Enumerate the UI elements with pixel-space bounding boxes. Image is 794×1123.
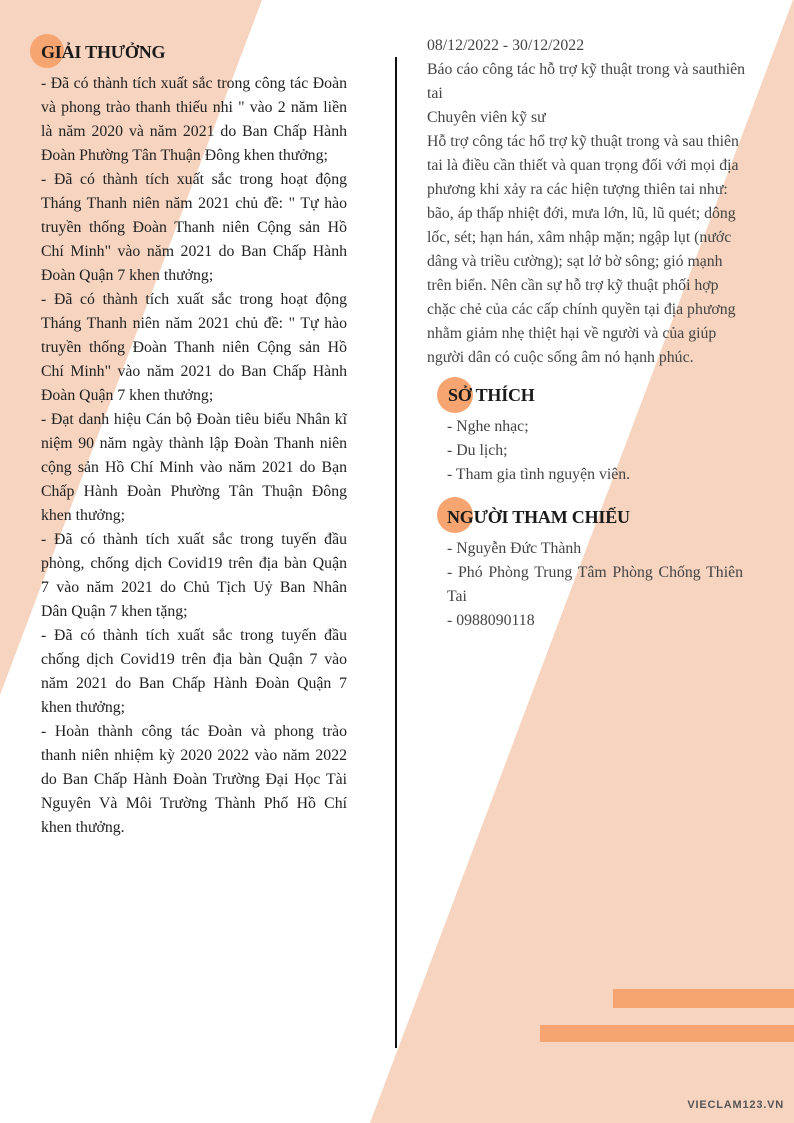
reference-title-cont: Tai: [447, 588, 467, 605]
awards-list: [41, 72, 347, 840]
experience-project: Báo cáo công tác hỗ trợ kỹ thuật trong và sauthiên: [427, 61, 746, 78]
award-item: [41, 408, 347, 528]
award-line: - Đã có thành tích xuất sắc trong công tác Đoàn: [41, 75, 347, 92]
award-line: - Đã có thành tích xuất sắc trong hoạt động: [41, 171, 347, 188]
award-line: truyền thống Đoàn Thanh niên Cộng sản Hồ: [41, 339, 347, 356]
award-line: Đoàn Quận 7 khen thưởng;: [41, 267, 214, 284]
award-line: khen thưởng;: [41, 507, 126, 524]
award-item: [41, 624, 347, 720]
award-line: thanh niên nhiệm kỳ 2020 2022 vào năm 2022: [41, 747, 347, 764]
experience-description-line: phương khi xảy ra các hiện tượng thiên tai như:: [427, 181, 728, 198]
award-line: Chấp Hành Đoàn Phường Tân Thuận Đông: [41, 483, 347, 500]
award-line: Chí Minh" vào năm 2021 do Ban Chấp Hành: [41, 363, 347, 380]
experience-description-line: trên biển. Nên cần sự hỗ trợ kỹ thuật phối hợp: [427, 277, 719, 294]
hobby-item: - Tham gia tình nguyện viên.: [447, 466, 631, 483]
references-list: [447, 537, 743, 633]
award-item: [41, 72, 347, 168]
award-line: - Đã có thành tích xuất sắc trong tuyến đầu: [41, 531, 347, 548]
award-line: Tháng Thanh niên năm 2021 chủ đề: " Tự hào: [41, 195, 347, 212]
experience-position: Chuyên viên kỹ sư: [427, 109, 546, 126]
award-line: và phong trào thanh thiếu nhi " vào 2 năm liền: [41, 99, 347, 116]
experience-description-line: lốc, sét; hạn hán, xâm nhập mặn; ngập lụt (nước: [427, 229, 732, 246]
award-line: khen thưởng.: [41, 819, 125, 836]
experience-description-line: nhằm giảm nhẹ thiệt hại về người và của giúp: [427, 325, 717, 342]
award-line: Tháng Thanh niên năm 2021 chủ đề: " Tự hào: [41, 315, 347, 332]
award-line: Nguyên Và Môi Trường Thành Phố Hồ Chí: [41, 795, 347, 812]
award-line: phòng, chống dịch Covid19 trên địa bàn Quận: [41, 555, 347, 572]
decor-bar-bottom: [540, 1025, 794, 1042]
watermark: VIECLAM123.VN: [687, 1099, 784, 1111]
column-divider: [395, 57, 397, 1048]
award-line: - Đạt danh hiệu Cán bộ Đoàn tiêu biểu Nhân kĩ: [41, 411, 347, 428]
hobby-item: - Du lịch;: [447, 442, 508, 459]
decor-bar-top: [613, 989, 794, 1008]
award-line: Đoàn Phường Tân Thuận Đông khen thưởng;: [41, 147, 328, 164]
reference-title: - Phó Phòng Trung Tâm Phòng Chống Thiên: [447, 564, 743, 581]
reference-phone: - 0988090118: [447, 612, 535, 629]
experience-entry: [427, 34, 757, 370]
award-line: Chí Minh" vào năm 2021 do Ban Chấp Hành: [41, 243, 347, 260]
hobbies-list: [447, 415, 630, 487]
award-item: [41, 168, 347, 288]
award-line: truyền thống Đoàn Thanh niên Cộng sản Hồ: [41, 219, 347, 236]
award-line: Dân Quận 7 khen tặng;: [41, 603, 188, 620]
hobby-item: - Nghe nhạc;: [447, 418, 529, 435]
award-line: là năm 2020 và năm 2021 do Ban Chấp Hành: [41, 123, 347, 140]
hobbies-title: SỞ THÍCH: [448, 385, 535, 405]
award-line: năm 2021 do Ban Chấp Hành Đoàn Quận 7: [41, 675, 347, 692]
award-item: [41, 528, 347, 624]
award-line: - Đã có thành tích xuất sắc trong tuyến đầu: [41, 627, 347, 644]
experience-description-line: người dân có cuộc sống âm nó hạnh phúc.: [427, 349, 694, 366]
award-line: - Hoàn thành công tác Đoàn và phong trào: [41, 723, 347, 740]
award-line: niệm 90 năm ngày thành lập Đoàn Thanh niên: [41, 435, 347, 452]
experience-project: tai: [427, 85, 443, 102]
reference-name: - Nguyễn Đức Thành: [447, 540, 582, 557]
award-line: chống dịch Covid19 trên địa bàn Quận 7 vào: [41, 651, 347, 668]
references-title: NGƯỜI THAM CHIẾU: [447, 507, 630, 527]
awards-title: GIẢI THƯỞNG: [41, 42, 166, 62]
experience-description-line: chặc chẻ của các cấp chính quyền tại địa phương: [427, 301, 736, 318]
award-line: khen thưởng;: [41, 699, 126, 716]
award-item: [41, 288, 347, 408]
award-line: do Ban Chấp Hành Đoàn Trường Đại Học Tài: [41, 771, 347, 788]
award-line: Đoàn Quận 7 khen thưởng;: [41, 387, 214, 404]
award-item: [41, 720, 347, 840]
experience-description-line: Hỗ trợ công tác hổ trợ kỹ thuật trong và sau thiên: [427, 133, 739, 150]
award-line: - Đã có thành tích xuất sắc trong hoạt động: [41, 291, 347, 308]
experience-description-line: dâng và triều cường); sạt lở bờ sông; gió mạnh: [427, 253, 723, 270]
experience-description-line: bão, áp thấp nhiệt đới, mưa lớn, lũ, lũ quét; dông: [427, 205, 736, 222]
award-line: cộng sản Hồ Chí Minh vào năm 2021 do Bạn: [41, 459, 347, 476]
experience-date: 08/12/2022 - 30/12/2022: [427, 37, 585, 54]
experience-description-line: tai là điều cần thiết và quan trọng đối với mọi địa: [427, 157, 739, 174]
award-line: 7 vào năm 2021 do Chủ Tịch Uỷ Ban Nhân: [41, 579, 347, 596]
